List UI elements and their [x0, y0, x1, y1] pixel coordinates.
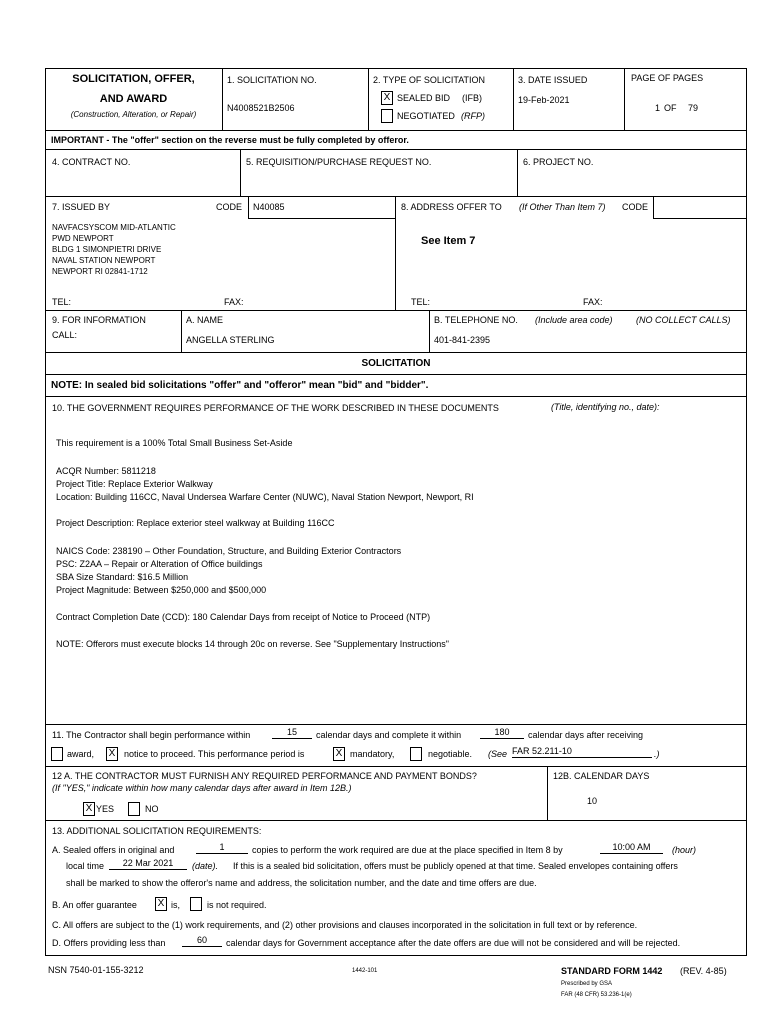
sealed-bid-abbr: (IFB)	[462, 93, 482, 103]
award-label: award,	[67, 749, 95, 759]
address-offer-label: 8. ADDRESS OFFER TO	[401, 202, 502, 212]
negotiable-checkbox[interactable]	[410, 747, 422, 761]
divider	[653, 218, 747, 219]
important-note: IMPORTANT - The "offer" section on the reverse must be fully completed by offeror.	[51, 135, 409, 145]
divider	[45, 352, 747, 353]
item13d-text: calendar days for Government acceptance after the date offers are due will not be considered and will be rejected.	[226, 938, 681, 948]
mandatory-label: mandatory,	[350, 749, 395, 759]
contact-name-field[interactable]: ANGELLA STERLING	[186, 335, 275, 345]
nsn-number: NSN 7540-01-155-3212	[48, 965, 144, 975]
divider	[395, 196, 396, 310]
negotiated-checkbox[interactable]	[381, 109, 393, 123]
guarantee-is-checkbox[interactable]: X	[155, 897, 167, 911]
address-offer-code-label: CODE	[622, 202, 649, 212]
item13a-text: If this is a sealed bid solicitation, offers must be publicly opened at that time. Sealed envelopes containing offers	[233, 861, 678, 871]
divider	[429, 310, 430, 352]
project-no-label: 6. PROJECT NO.	[523, 157, 594, 167]
far-reference-field[interactable]: FAR 52.211-10	[512, 746, 652, 758]
page-number: 1	[655, 103, 661, 113]
issued-by-code-field[interactable]: N40085	[253, 202, 285, 212]
information-call-label: CALL:	[52, 330, 78, 340]
item13a-text: shall be marked to show the offeror's name and address, the solicitation number, and the date and time offers are due.	[66, 878, 537, 888]
item10-label: 10. THE GOVERNMENT REQUIRES PERFORMANCE OF THE WORK DESCRIBED IN THESE DOCUMENTS	[52, 403, 499, 413]
item13a-text: copies to perform the work required are due at the place specified in Item 8 by	[252, 845, 563, 855]
completion-date: Contract Completion Date (CCD): 180 Calendar Days from receipt of Notice to Proceed (NTP)	[56, 612, 431, 622]
form-code: 1442-101	[352, 968, 378, 974]
due-date-field[interactable]: 22 Mar 2021	[109, 858, 187, 870]
item13d-text: D. Offers providing less than	[52, 938, 166, 948]
divider	[248, 218, 395, 219]
project-magnitude: Project Magnitude: Between $250,000 and $500,000	[56, 585, 267, 595]
issued-by-label: 7. ISSUED BY	[52, 202, 111, 212]
of-label: OF	[664, 103, 677, 113]
divider	[45, 766, 747, 767]
bonds-no-label: NO	[145, 804, 159, 814]
divider	[513, 68, 514, 130]
item11-text: 11. The Contractor shall begin performance within	[52, 730, 251, 740]
copies-field[interactable]: 1	[196, 842, 248, 854]
issued-by-tel-label: TEL:	[52, 297, 72, 307]
address-offer-tel-label: TEL:	[411, 297, 431, 307]
issued-by-code-label: CODE	[216, 202, 243, 212]
divider	[45, 820, 747, 821]
solicitation-no-field[interactable]: N4008521B2506	[227, 103, 295, 113]
form-revision: (REV. 4-85)	[680, 966, 727, 976]
divider	[368, 68, 369, 130]
complete-days-field[interactable]: 180	[480, 727, 524, 739]
acqr-number: ACQR Number: 5811218	[56, 466, 156, 476]
guarantee-not-label: is not required.	[207, 900, 267, 910]
hour-label: (hour)	[672, 845, 697, 855]
date-issued-field[interactable]: 19-Feb-2021	[518, 95, 570, 105]
divider	[248, 196, 249, 218]
divider	[45, 724, 747, 725]
no-collect-note: (NO COLLECT CALLS)	[636, 315, 731, 325]
issued-by-address-line: NEWPORT RI 02841-1712	[52, 267, 148, 276]
information-label: 9. FOR INFORMATION	[52, 315, 146, 325]
form-title-line2: AND AWARD	[99, 93, 168, 105]
negotiable-label: negotiable.	[428, 749, 473, 759]
project-title: Project Title: Replace Exterior Walkway	[56, 479, 213, 489]
offerors-note: NOTE: Offerors must execute blocks 14 through 20c on reverse. See "Supplementary Instructions"	[56, 639, 449, 649]
total-pages: 79	[688, 103, 699, 113]
guarantee-is-label: is,	[171, 900, 180, 910]
item11-text: calendar days and complete it within	[316, 730, 462, 740]
form-name: STANDARD FORM 1442	[561, 966, 663, 976]
divider	[222, 68, 223, 130]
item13c-text: C. All offers are subject to the (1) work requirements, and (2) other provisions and clauses incorporated in the solicitation in full text or by reference.	[52, 920, 638, 930]
negotiated-abbr: (RFP)	[461, 111, 485, 121]
type-of-solicitation-label: 2. TYPE OF SOLICITATION	[373, 75, 486, 85]
issued-by-address-line: BLDG 1 SIMONPIETRI DRIVE	[52, 245, 162, 254]
divider	[181, 310, 182, 352]
award-checkbox[interactable]	[51, 747, 63, 761]
set-aside-text: This requirement is a 100% Total Small Business Set-Aside	[56, 438, 293, 448]
far-citation: FAR (48 CFR) 53.236-1(e)	[561, 992, 632, 998]
date-label: (date).	[192, 861, 219, 871]
bonds-yes-checkbox[interactable]: X	[83, 802, 95, 816]
issued-by-fax-label: FAX:	[224, 297, 244, 307]
telephone-label: B. TELEPHONE NO.	[434, 315, 518, 325]
negotiated-label: NEGOTIATED	[397, 111, 455, 121]
item10-note: (Title, identifying no., date):	[551, 402, 660, 412]
mandatory-checkbox[interactable]: X	[333, 747, 345, 761]
item12a-label: 12 A. THE CONTRACTOR MUST FURNISH ANY REQUIRED PERFORMANCE AND PAYMENT BONDS?	[52, 771, 477, 781]
telephone-note: (Include area code)	[535, 315, 613, 325]
see-label: (See	[488, 749, 508, 759]
divider	[517, 149, 518, 196]
address-offer-fax-label: FAX:	[583, 297, 603, 307]
sealed-bid-note: NOTE: In sealed bid solicitations "offer" and "offeror" mean "bid" and "bidder".	[51, 380, 429, 391]
issued-by-address-line: NAVFACSYSCOM MID-ATLANTIC	[52, 223, 176, 232]
divider	[45, 374, 747, 375]
requisition-label: 5. REQUISITION/PURCHASE REQUEST NO.	[246, 157, 432, 167]
psc-code: PSC: Z2AA – Repair or Alteration of Office buildings	[56, 559, 263, 569]
item12a-note: (If "YES," indicate within how many calendar days after award in Item 12B.)	[52, 783, 352, 793]
divider	[45, 396, 747, 397]
form-subtitle: (Construction, Alteration, or Repair)	[70, 110, 197, 119]
divider	[45, 130, 747, 131]
divider	[45, 149, 747, 150]
address-offer-note: (If Other Than Item 7)	[519, 202, 606, 212]
ntp-checkbox[interactable]: X	[106, 747, 118, 761]
naics-code: NAICS Code: 238190 – Other Foundation, Structure, and Building Exterior Contractors	[56, 546, 402, 556]
divider	[547, 766, 548, 820]
divider	[653, 196, 654, 218]
solicitation-section-header: SOLICITATION	[361, 358, 431, 369]
project-description: Project Description: Replace exterior steel walkway at Building 116CC	[56, 518, 335, 528]
page-of-pages-label: PAGE OF PAGES	[631, 73, 704, 83]
local-time-label: local time	[66, 861, 105, 871]
item13b-text: B. An offer guarantee	[52, 900, 137, 910]
calendar-days-field[interactable]: 10	[587, 796, 598, 806]
ntp-label: notice to proceed. This performance period is	[124, 749, 305, 759]
item13-label: 13. ADDITIONAL SOLICITATION REQUIREMENTS:	[52, 826, 262, 836]
see-close: .)	[654, 749, 660, 759]
acceptance-days-field[interactable]: 60	[182, 935, 222, 947]
issued-by-address-line: PWD NEWPORT	[52, 234, 114, 243]
divider	[624, 68, 625, 130]
date-issued-label: 3. DATE ISSUED	[518, 75, 588, 85]
sealed-bid-label: SEALED BID	[397, 93, 451, 103]
divider	[240, 149, 241, 196]
prescribed-by: Prescribed by GSA	[561, 981, 613, 987]
divider	[45, 196, 747, 197]
contract-no-label: 4. CONTRACT NO.	[52, 157, 131, 167]
item12b-label: 12B. CALENDAR DAYS	[553, 771, 650, 781]
see-item-7: See Item 7	[421, 235, 476, 247]
name-label: A. NAME	[186, 315, 224, 325]
bonds-yes-label: YES	[96, 804, 115, 814]
divider	[45, 310, 747, 311]
telephone-field[interactable]: 401-841-2395	[434, 335, 491, 345]
sealed-bid-checkbox[interactable]: X	[381, 91, 393, 105]
guarantee-not-checkbox[interactable]	[190, 897, 202, 911]
bonds-no-checkbox[interactable]	[128, 802, 140, 816]
form-title: SOLICITATION, OFFER,	[72, 73, 195, 85]
solicitation-no-label: 1. SOLICITATION NO.	[227, 75, 317, 85]
sba-size-standard: SBA Size Standard: $16.5 Million	[56, 572, 189, 582]
project-location: Location: Building 116CC, Naval Undersea Warfare Center (NUWC), Naval Station Newport, Newport, RI	[56, 492, 474, 502]
begin-days-field[interactable]: 15	[272, 727, 312, 739]
due-time-field[interactable]: 10:00 AM	[600, 842, 663, 854]
item11-text: calendar days after receiving	[528, 730, 644, 740]
item13a-text: A. Sealed offers in original and	[52, 845, 175, 855]
issued-by-address-line: NAVAL STATION NEWPORT	[52, 256, 156, 265]
